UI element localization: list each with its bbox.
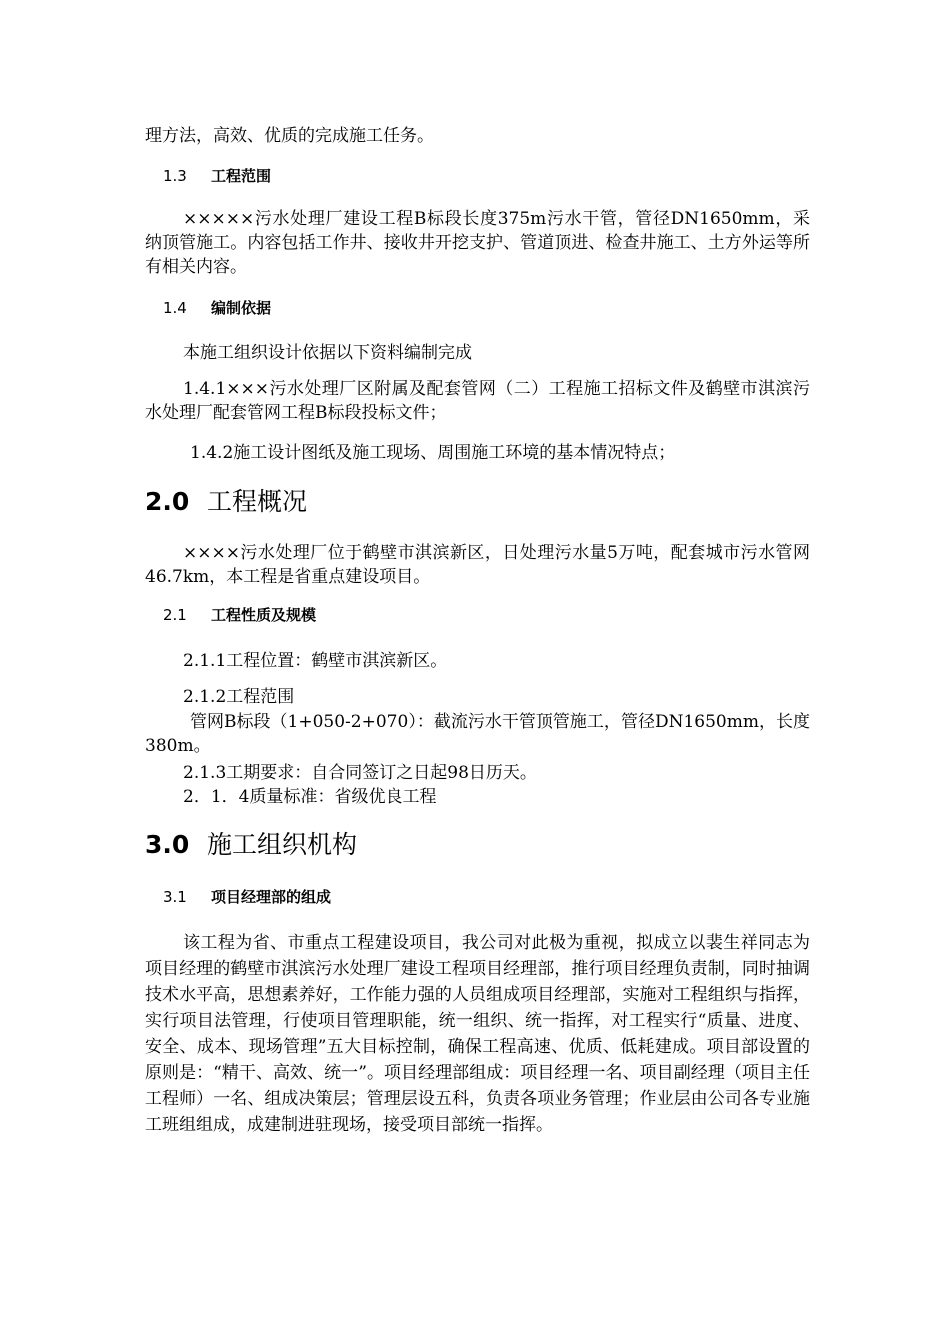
section-title: 编制依据 xyxy=(211,299,272,317)
paragraph-scope: ×××××污水处理厂建设工程B标段长度375m污水干管，管径DN1650mm，采纳顶管施工。内容包括工作井、接收井开挖支护、管道顶进、检查井施工、土方外运等所有相关内容。 xyxy=(145,209,810,277)
chapter-heading-3 xyxy=(145,829,357,861)
chapter-title: 施工组织机构 xyxy=(207,830,358,859)
section-number: 1.3 xyxy=(163,167,187,185)
paragraph-range-detail: 管网B标段（1+050-2+070）：截流污水干管顶管施工，管径DN1650mm，长度380m。 xyxy=(145,712,810,756)
paragraph-schedule: 2.1.3工期要求：自合同签订之日起98日历天。 xyxy=(183,763,537,783)
chapter-number: 2.0 xyxy=(145,487,190,516)
paragraph-quality: 2．1．4质量标准：省级优良工程 xyxy=(183,787,437,807)
section-number: 2.1 xyxy=(163,606,187,624)
section-heading-1-4 xyxy=(163,298,271,318)
section-heading-2-1 xyxy=(163,605,316,625)
chapter-title: 工程概况 xyxy=(207,487,308,516)
section-title: 工程性质及规模 xyxy=(211,606,317,624)
paragraph-continuation: 理方法，高效、优质的完成施工任务。 xyxy=(145,126,434,146)
chapter-number: 3.0 xyxy=(145,830,190,859)
section-title: 项目经理部的组成 xyxy=(211,888,332,906)
paragraph-basis-intro: 本施工组织设计依据以下资料编制完成 xyxy=(183,343,472,363)
section-number: 1.4 xyxy=(163,299,187,317)
paragraph-location: 2.1.1工程位置：鹤壁市淇滨新区。 xyxy=(183,651,448,671)
paragraph-overview: ××××污水处理厂位于鹤壁市淇滨新区，日处理污水量5万吨，配套城市污水管网46.7km，本工程是省重点建设项目。 xyxy=(145,543,810,587)
section-title: 工程范围 xyxy=(211,167,272,185)
paragraph-basis-1: 1.4.1×××污水处理厂区附属及配套管网（二）工程施工招标文件及鹤壁市淇滨污水处理厂配套管网工程B标段投标文件； xyxy=(145,379,810,423)
chapter-heading-2 xyxy=(145,486,307,518)
section-heading-1-3 xyxy=(163,166,271,186)
section-number: 3.1 xyxy=(163,888,187,906)
paragraph-organization: 该工程为省、市重点工程建设项目，我公司对此极为重视，拟成立以裴生祥同志为项目经理的鹤壁市淇滨污水处理厂建设工程项目经理部，推行项目经理负责制，同时抽调技术水平高，思想素养好，工作能力强的人员组成项目经理部，实施对工程组织与指挥，实行项目法管理，行使项目管理职能，统一组织、统一指挥，对工程实行“质量、进度、安全、成本、现场管理”五大目标控制，确保工程高速、优质、低耗建成。项目部设置的原则是：“精干、高效、统一”。项目经理部组成：项目经理一名、项目副经理（项目主任工程师）一名、组成决策层；管理层设五科，负责各项业务管理；作业层由公司各专业施工班组组成，成建制进驻现场，接受项目部统一指挥。 xyxy=(145,933,810,1135)
paragraph-basis-2: 1.4.2施工设计图纸及施工现场、周围施工环境的基本情况特点； xyxy=(190,443,676,463)
paragraph-range-title: 2.1.2工程范围 xyxy=(183,687,295,707)
section-heading-3-1 xyxy=(163,887,331,907)
